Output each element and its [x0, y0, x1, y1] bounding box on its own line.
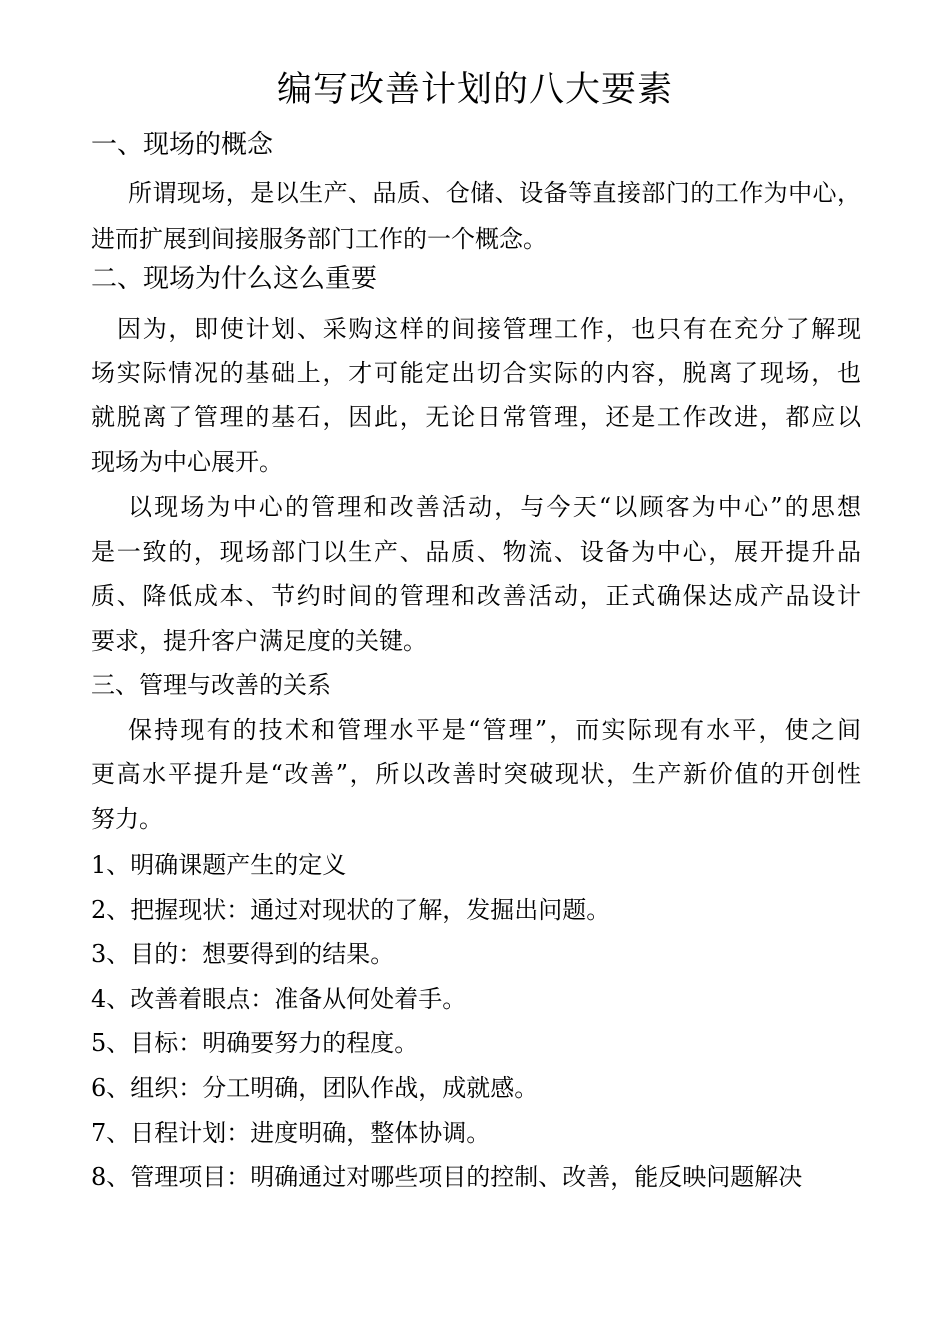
list-item: 4、改善着眼点：准备从何处着手。	[91, 985, 467, 1013]
paragraph-line: 现场为中心展开。	[91, 448, 283, 476]
paragraph-line: 场实际情况的基础上，才可能定出切合实际的内容，脱离了现场，也	[91, 359, 861, 387]
list-item: 5、目标：明确要努力的程度。	[91, 1029, 419, 1057]
list-item: 1、明确课题产生的定义	[91, 851, 347, 879]
list-item: 2、把握现状：通过对现状的了解，发掘出问题。	[91, 896, 611, 924]
paragraph-line: 努力。	[91, 805, 163, 833]
paragraph-line: 因为，即使计划、采购这样的间接管理工作，也只有在充分了解现	[117, 315, 861, 343]
list-item: 7、日程计划：进度明确，整体协调。	[91, 1119, 491, 1147]
section-heading-concept: 一、现场的概念	[91, 130, 274, 160]
section-heading-importance: 二、现场为什么这么重要	[91, 264, 378, 294]
list-item: 6、组织：分工明确，团队作战，成就感。	[91, 1074, 539, 1102]
list-item: 3、目的：想要得到的结果。	[91, 940, 395, 968]
document-title: 编写改善计划的八大要素	[276, 70, 673, 110]
list-item: 8、管理项目：明确通过对哪些项目的控制、改善，能反映问题解决	[91, 1163, 803, 1191]
paragraph-line: 质、降低成本、节约时间的管理和改善活动，正式确保达成产品设计	[91, 582, 861, 610]
paragraph-line: 保持现有的技术和管理水平是“管理”，而实际现有水平，使之间	[128, 716, 861, 744]
section-heading-relationship: 三、管理与改善的关系	[91, 671, 331, 699]
paragraph-line: 以现场为中心的管理和改善活动，与今天“以顾客为中心”的思想	[128, 493, 861, 521]
paragraph-line: 要求，提升客户满足度的关键。	[91, 627, 427, 655]
paragraph-line: 就脱离了管理的基石，因此，无论日常管理，还是工作改进，都应以	[91, 403, 861, 431]
paragraph-line: 所谓现场，是以生产、品质、仓储、设备等直接部门的工作为中心，	[128, 179, 861, 207]
paragraph-line: 是一致的，现场部门以生产、品质、物流、设备为中心，展开提升品	[91, 538, 861, 566]
paragraph-line: 更高水平提升是“改善”，所以改善时突破现状，生产新价值的开创性	[91, 760, 861, 788]
paragraph-line: 进而扩展到间接服务部门工作的一个概念。	[91, 225, 547, 253]
